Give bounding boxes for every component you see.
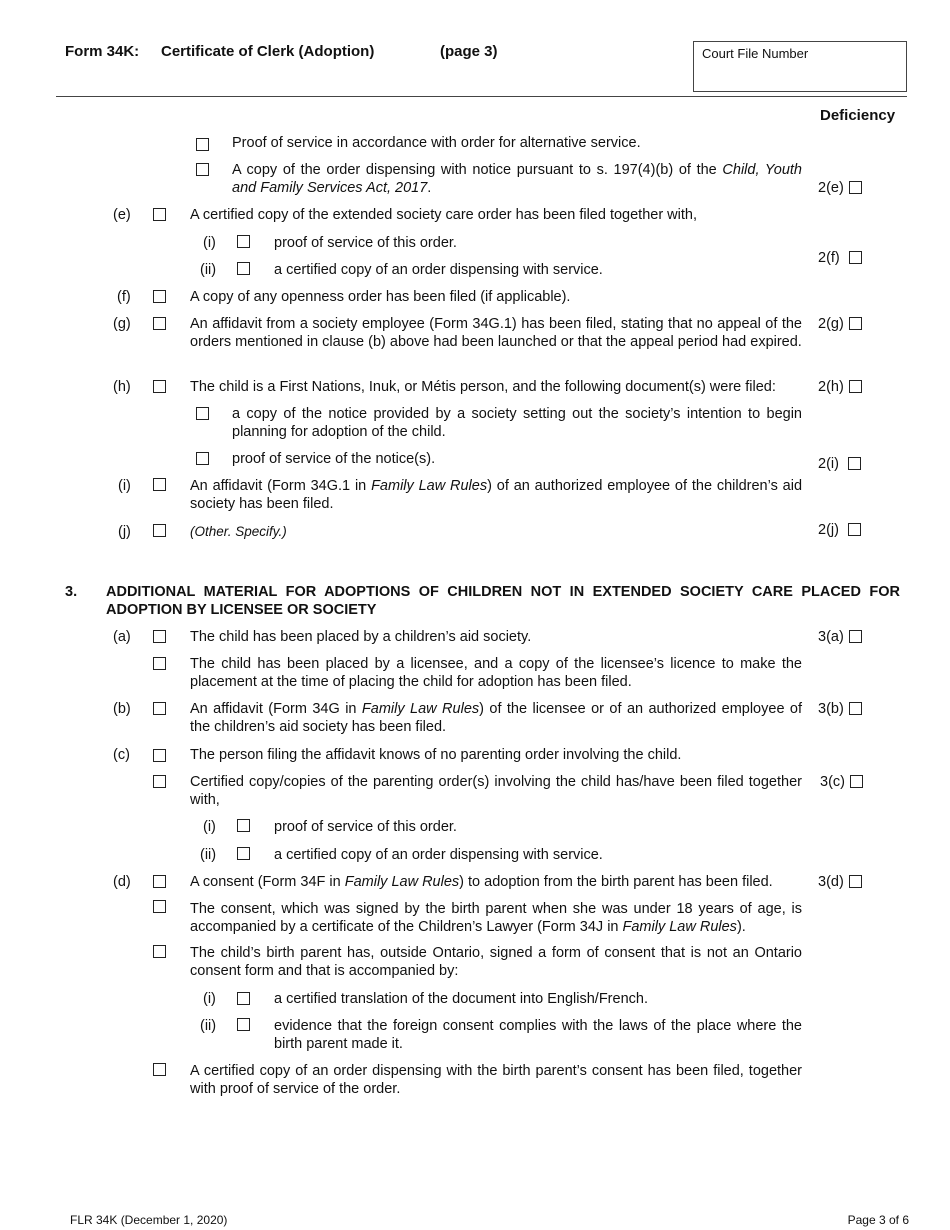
s3-checkbox-b[interactable]: [153, 702, 166, 715]
clause-h-text: The child is a First Nations, Inuk, or Métis person, and the following document(s) were filed:: [190, 379, 776, 395]
form-title: Certificate of Clerk (Adoption): [161, 43, 375, 60]
form-number: Form 34K:: [65, 43, 140, 60]
clause-e-ii-text: a certified copy of an order dispensing with service.: [274, 262, 603, 278]
clause-h-service: proof of service of the notice(s).: [232, 451, 436, 467]
clause-h-label: (h): [113, 379, 131, 395]
deficiency-3d: 3(d): [818, 873, 862, 891]
clause-i-text: An affidavit (Form 34G.1 in Family Law Rules) of an authorized employee of the children’s aid society has been filed.: [190, 478, 803, 512]
item-dispense-notice: A copy of the order dispensing with notice pursuant to s. 197(4)(b) of the Child, Youth and Family Services Act, 2017.: [232, 162, 802, 196]
checkbox-h[interactable]: [153, 380, 166, 393]
s3-clause-b-label: (b): [113, 701, 131, 717]
deficiency-2h-checkbox[interactable]: [849, 380, 862, 393]
s3-clause-d-ii-label: (ii): [200, 1018, 217, 1034]
checkbox-e-ii[interactable]: [237, 262, 250, 275]
footer-form-version: FLR 34K (December 1, 2020): [70, 1213, 228, 1227]
deficiency-2h: 2(h): [818, 378, 862, 396]
deficiency-3c-checkbox[interactable]: [850, 775, 863, 788]
s3-checkbox-c-ii[interactable]: [237, 847, 250, 860]
s3-checkbox-a2[interactable]: [153, 657, 166, 670]
s3-checkbox-c-i[interactable]: [237, 819, 250, 832]
footer-page-number: Page 3 of 6: [847, 1213, 909, 1227]
deficiency-2j-checkbox[interactable]: [848, 523, 861, 536]
checkbox-g[interactable]: [153, 317, 166, 330]
s3-checkbox-d-ii[interactable]: [237, 1018, 250, 1031]
s3-clause-d-i-label: (i): [203, 991, 216, 1007]
deficiency-2g: 2(g): [818, 315, 862, 333]
deficiency-3d-checkbox[interactable]: [849, 875, 862, 888]
s3-checkbox-d-i[interactable]: [237, 992, 250, 1005]
deficiency-3b-checkbox[interactable]: [849, 702, 862, 715]
deficiency-2f-checkbox[interactable]: [849, 251, 862, 264]
s3-checkbox-a[interactable]: [153, 630, 166, 643]
s3-clause-c-ii-label: (ii): [200, 847, 217, 863]
checkbox-h-notice[interactable]: [196, 407, 209, 420]
deficiency-heading: Deficiency: [820, 107, 896, 124]
clause-e-text: A certified copy of the extended society care order has been filed together with,: [190, 207, 697, 223]
item-alt-service: Proof of service in accordance with order for alternative service.: [232, 135, 641, 151]
checkbox-j[interactable]: [153, 524, 166, 537]
s3-clause-a-text: The child has been placed by a children’s aid society.: [190, 629, 532, 645]
clause-i-label: (i): [118, 478, 131, 494]
deficiency-3a-checkbox[interactable]: [849, 630, 862, 643]
s3-clause-a2-text: The child has been placed by a licensee, and a copy of the licensee’s licence to make the placement at the time of placing the child for adoption has been filed.: [190, 656, 802, 690]
deficiency-2i: 2(i): [818, 455, 861, 473]
deficiency-2i-checkbox[interactable]: [848, 457, 861, 470]
court-file-number-field[interactable]: [693, 41, 907, 92]
clause-j-label: (j): [118, 524, 131, 540]
s3-checkbox-c2[interactable]: [153, 775, 166, 788]
clause-g-text: An affidavit from a society employee (Form 34G.1) has been filed, stating that no appeal of the orders mentioned in clause (b) above had been launched or that the appeal period had expired.: [190, 316, 802, 350]
s3-clause-d2-text: The consent, which was signed by the birth parent when she was under 18 years of age, is accompanied by a certificate of the Children’s Lawyer (Form 34J in Family Law Rules).: [190, 901, 802, 935]
deficiency-3a: 3(a): [818, 628, 862, 646]
checkbox-i[interactable]: [153, 478, 166, 491]
deficiency-3c: 3(c): [820, 773, 863, 791]
section-3-heading: ADDITIONAL MATERIAL FOR ADOPTIONS OF CHILDREN NOT IN EXTENDED SOCIETY CARE PLACED FOR ADOPTION BY LICENSEE OR SOCIETY: [106, 584, 900, 618]
s3-clause-d-label: (d): [113, 874, 131, 890]
header-divider: [56, 96, 907, 97]
clause-f-label: (f): [117, 289, 131, 305]
s3-clause-c-label: (c): [113, 747, 130, 763]
clause-f-text: A copy of any openness order has been filed (if applicable).: [190, 289, 571, 305]
s3-checkbox-d4[interactable]: [153, 1063, 166, 1076]
deficiency-2e-checkbox[interactable]: [849, 181, 862, 194]
s3-checkbox-d3[interactable]: [153, 945, 166, 958]
checkbox-e[interactable]: [153, 208, 166, 221]
s3-clause-d-ii-text: evidence that the foreign consent complies with the laws of the place where the birth parent made it.: [274, 1018, 802, 1052]
s3-checkbox-d[interactable]: [153, 875, 166, 888]
checkbox-f[interactable]: [153, 290, 166, 303]
checkbox-e-i[interactable]: [237, 235, 250, 248]
s3-checkbox-d2[interactable]: [153, 900, 166, 913]
checkbox-h-service[interactable]: [196, 452, 209, 465]
checkbox-alt-service[interactable]: [196, 138, 209, 151]
clause-g-label: (g): [113, 316, 131, 332]
section-3-number: 3.: [65, 584, 78, 600]
deficiency-2g-checkbox[interactable]: [849, 317, 862, 330]
s3-clause-c-text: The person filing the affidavit knows of no parenting order involving the child.: [190, 747, 682, 763]
deficiency-2j: 2(j): [818, 521, 861, 539]
s3-clause-b-text: An affidavit (Form 34G in Family Law Rules) of the licensee or of an authorized employee of the children’s aid society has been filed.: [190, 701, 803, 735]
s3-clause-d-i-text: a certified translation of the document into English/French.: [274, 991, 648, 1007]
s3-clause-d-text: A consent (Form 34F in Family Law Rules) to adoption from the birth parent has been filed.: [190, 874, 773, 890]
s3-checkbox-c[interactable]: [153, 749, 166, 762]
clause-h-notice: a copy of the notice provided by a society setting out the society’s intention to begin planning for adoption of the child.: [232, 406, 802, 440]
s3-clause-d3-text: The child’s birth parent has, outside Ontario, signed a form of consent that is not an Ontario consent form and that is accompanied by:: [190, 945, 802, 979]
s3-clause-a-label: (a): [113, 629, 131, 645]
clause-e-i-label: (i): [203, 235, 216, 251]
clause-j-text: (Other. Specify.): [190, 524, 287, 539]
s3-clause-c-ii-text: a certified copy of an order dispensing with service.: [274, 847, 603, 863]
deficiency-2f: 2(f): [818, 249, 862, 267]
s3-clause-c2-text: Certified copy/copies of the parenting order(s) involving the child has/have been filed together with,: [190, 774, 802, 808]
deficiency-2e: 2(e): [818, 179, 862, 197]
s3-clause-c-i-label: (i): [203, 819, 216, 835]
checkbox-dispense-notice[interactable]: [196, 163, 209, 176]
court-file-number-label: Court File Number: [702, 46, 809, 61]
deficiency-3b: 3(b): [818, 700, 862, 718]
s3-clause-d4-text: A certified copy of an order dispensing with the birth parent’s consent has been filed, together with proof of service of the order.: [190, 1063, 802, 1097]
page-indicator: (page 3): [440, 43, 498, 60]
clause-e-label: (e): [113, 207, 131, 223]
clause-e-ii-label: (ii): [200, 262, 217, 278]
clause-e-i-text: proof of service of this order.: [274, 235, 457, 251]
s3-clause-c-i-text: proof of service of this order.: [274, 819, 457, 835]
